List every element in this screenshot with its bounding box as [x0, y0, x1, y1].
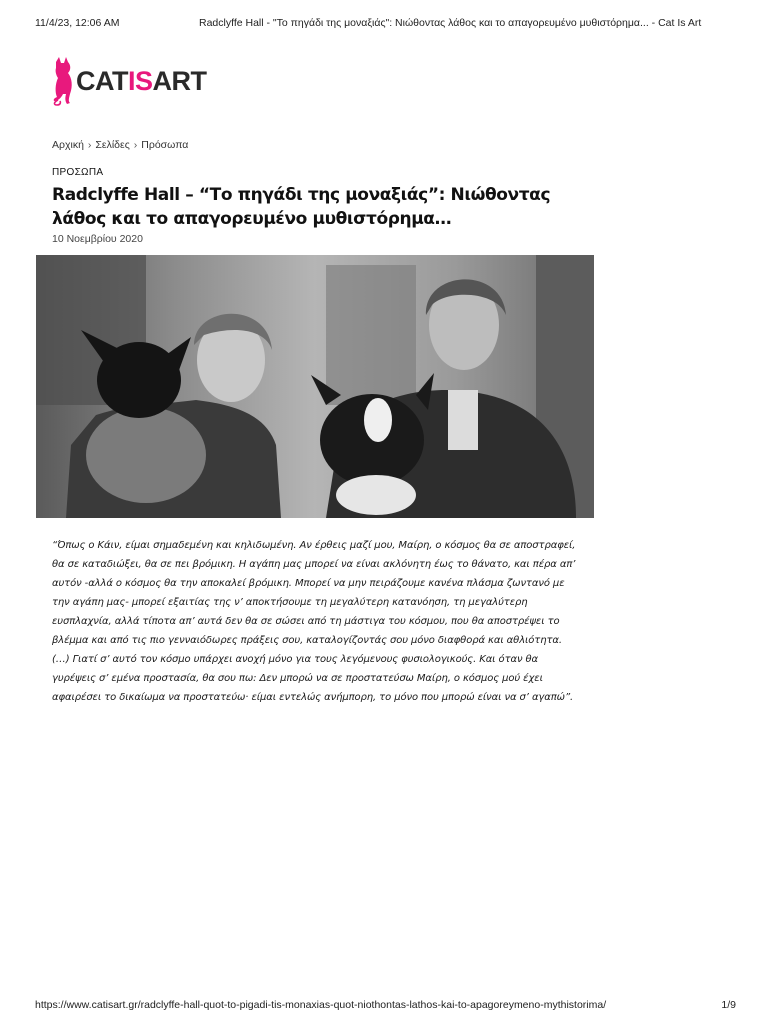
article-photo	[36, 255, 594, 518]
article-quote: “Όπως ο Κάιν, είμαι σημαδεμένη και κηλιδωμένη. Αν έρθεις μαζί μου, Μαίρη, ο κόσμος θα σε αποστραφεί, θα σε καταδιώξει, θα σε πει βρόμικη. Η αγάπη μας μπορεί να είναι ακλόνητη έως το θάνατο, και πέρα απ’ αυτόν -αλλά ο κόσμος θα την αποκαλεί βρόμικη. Μπορεί να μην πειράζουμε κανένα πλάσμα ζωντανό με την αγάπη μας- μπορεί εξαιτίας της ν’ αποκτήσουμε τη μεγαλύτερη κατανόηση, τη μεγαλύτερη ευσπλαχνία, αλλά τίποτα απ’ αυτά δεν θα σε σώσει από τη μάστιγα του κόσμου, που θα αποστρέψει το βλέμμα και από τις πιο γενναιόδωρες πράξεις σου, καταλογίζοντάς σου μόνο διαφθορά και αθλιότητα. (…) Γιατί σ’ αυτό τον κόσμο υπάρχει ανοχή μόνο για τους λεγόμενους φυσιολογικούς. Και όταν θα γυρέψεις σ’ εμένα προστασία, θα σου πω: Δεν μπορώ να σε προστατεύσω Μαίρη, ο κόσμος μού έχει αφαιρέσει το δικαίωμα να προστατεύω· είμαι εντελώς ανήμπορη, το μόνο που μπορώ είναι να σ’ αγαπώ”.	[52, 540, 576, 703]
breadcrumb-people[interactable]: Πρόσωπα	[141, 139, 189, 151]
breadcrumb	[52, 139, 188, 151]
print-datetime: 11/4/23, 12:06 AM	[35, 17, 120, 29]
article-date: 10 Νοεμβρίου 2020	[52, 233, 143, 245]
print-url: https://www.catisart.gr/radclyffe-hall-quot-to-pigadi-tis-monaxias-quot-niothontas-lathos-kai-to-apagoreymeno-mythistorima/	[35, 999, 607, 1011]
breadcrumb-separator: ›	[133, 139, 138, 151]
breadcrumb-separator: ›	[87, 139, 92, 151]
print-footer	[35, 999, 736, 1013]
article-category[interactable]: ΠΡΟΣΩΠΑ	[52, 167, 104, 178]
print-document-title: Radclyffe Hall - "Το πηγάδι της μοναξιάς": Νιώθοντας λάθος και το απαγορευμένο μυθιστόρημα... - Cat Is Art	[199, 17, 702, 29]
breadcrumb-home[interactable]: Αρχική	[52, 139, 84, 151]
print-page-number: 1/9	[721, 999, 736, 1011]
print-header	[35, 17, 702, 31]
breadcrumb-pages[interactable]: Σελίδες	[95, 139, 130, 151]
article-title: Radclyffe Hall – “Το πηγάδι της μοναξιάς”: Νιώθοντας λάθος και το απαγορευμένο μυθιστόρημα…	[52, 185, 551, 229]
site-logo[interactable]	[52, 55, 212, 107]
article-photo-image	[36, 255, 594, 518]
cat-logo-icon	[52, 56, 74, 106]
site-logo-text: CATISART	[76, 65, 207, 96]
